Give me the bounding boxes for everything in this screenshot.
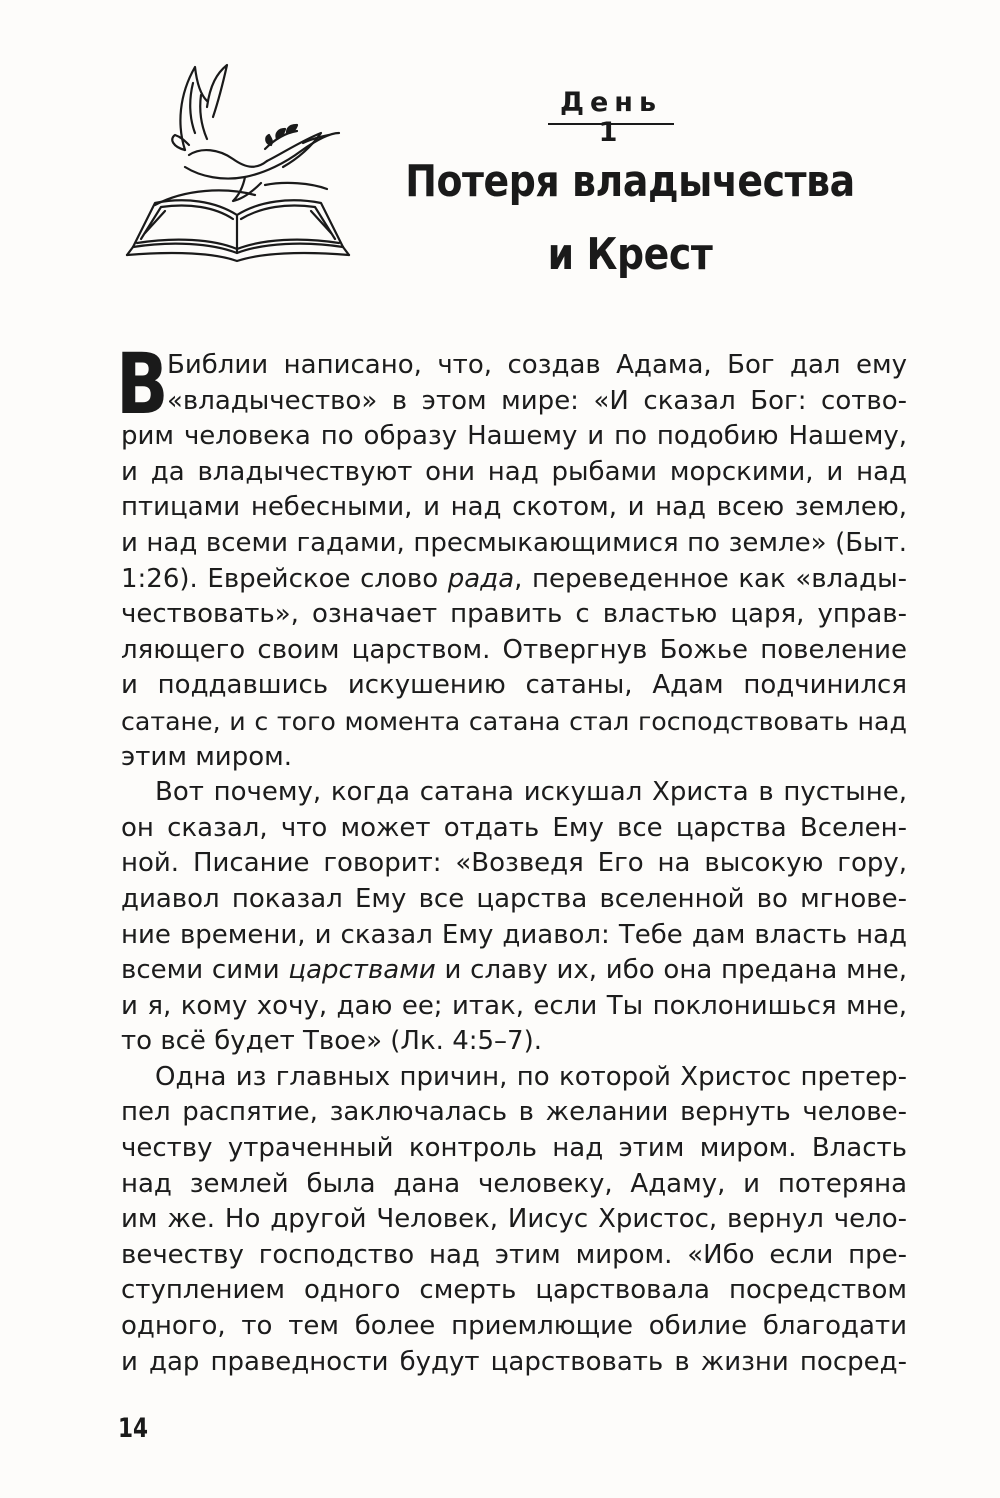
text-line-content: сатане, и с того момента сатана стал господствовать над [121,706,907,736]
chapter-title-line-1: Потеря владычества [405,156,855,207]
italic-term: рада [447,563,515,594]
text-line-content: он сказал, что может отдать Ему все царства Вселен- [121,812,907,843]
text-line [121,1060,907,1096]
text-line [121,597,907,633]
text-line-content: им же. Но другой Человек, Иисус Христос, вернул чело- [121,1204,907,1235]
text-line [121,1202,907,1238]
text-line [121,918,907,954]
text-line [121,1167,907,1203]
text-line-content: вечеству господство над этим миром. «Ибо если пре- [121,1239,907,1270]
text-line-content: и славу их, ибо она предана мне, [435,955,908,986]
italic-term: царствами [288,955,436,986]
text-line-content: «владычество» в этом мире: «И сказал Бог: сотво- [167,385,907,416]
text-line [121,989,907,1025]
text-line-content: Одна из главных причин, по которой Христос претер- [155,1061,907,1092]
text-line [121,953,907,989]
text-line [121,668,907,704]
text-line-content: пел распятие, заключалась в желании вернуть челове- [121,1097,907,1128]
day-label: День 1 [559,87,663,148]
text-line [121,775,907,811]
text-line-content: и да владычествуют они над рыбами морскими, и над [121,456,907,487]
text-line-content: рим человека по образу Нашему и по подобию Нашему, [121,421,907,452]
body-text [121,348,907,1380]
text-line [121,882,907,918]
day-label-underline [548,123,674,125]
text-line-content: и над всеми гадами, пресмыкающимися по земле» (Быт. [121,527,907,558]
text-line [121,1273,907,1309]
text-line-content: всеми сими [121,955,289,986]
text-line [121,1131,907,1167]
text-line-content: , переведенное как «влады- [514,563,907,594]
text-line-content: то всё будет Твое» (Лк. 4:5–7). [121,1026,543,1057]
text-line [121,526,907,562]
text-line [121,704,907,740]
text-line [121,740,907,776]
text-line [121,490,907,526]
text-line-content: 1:26). Еврейское слово [121,563,448,594]
text-line [121,633,907,669]
text-line [121,1345,907,1381]
text-line [121,846,907,882]
text-line-content: над землей была дана человеку, Адаму, и потеряна [121,1168,907,1199]
text-line [121,1309,907,1345]
text-line [121,455,907,491]
text-line-content: ной. Писание говорит: «Возведя Его на высокую гору, [121,848,907,879]
text-line [121,1024,907,1060]
text-line-content: диавол показал Ему все царства вселенной во мгнове- [121,883,907,914]
text-line-content: ступлением одного смерть царствовала посредством [121,1275,907,1306]
dove-over-open-bible-icon [115,55,360,265]
text-line [121,1238,907,1274]
chapter-title [340,145,920,291]
text-line-content: и дар праведности будут царствовать в жизни посред- [121,1346,907,1377]
text-line-content: этим миром. [121,741,292,772]
text-line-content: и я, кому хочу, даю ее; итак, если Ты поклонишься мне, [121,990,907,1021]
text-line-content: птицами небесными, и над скотом, и над всею землею, [121,492,907,523]
text-line [121,811,907,847]
text-line [121,1095,907,1131]
text-line [121,419,907,455]
text-line [121,384,907,420]
text-line [121,562,907,598]
text-line-content: честву утраченный контроль над этим миром. Власть [121,1133,907,1164]
text-line-content: и поддавшись искушению сатаны, Адам подчинился [121,670,907,701]
text-line-content: Библии написано, что, создав Адама, Бог дал ему [167,350,907,380]
chapter-title-line-2: и Крест [547,229,713,280]
text-line [121,348,907,384]
page-number: 14 [118,1413,149,1444]
drop-cap: В [116,335,169,433]
text-line-content: одного, то тем более приемлющие обилие благодати [121,1311,907,1342]
text-line-content: Вот почему, когда сатана искушал Христа в пустыне, [155,777,907,808]
text-line-content: чествовать», означает править с властью царя, управ- [121,599,907,630]
text-line-content: ляющего своим царством. Отвергнув Божье повеление [121,634,907,665]
text-line-content: ние времени, и сказал Ему диавол: Тебе дам власть над [121,919,907,950]
